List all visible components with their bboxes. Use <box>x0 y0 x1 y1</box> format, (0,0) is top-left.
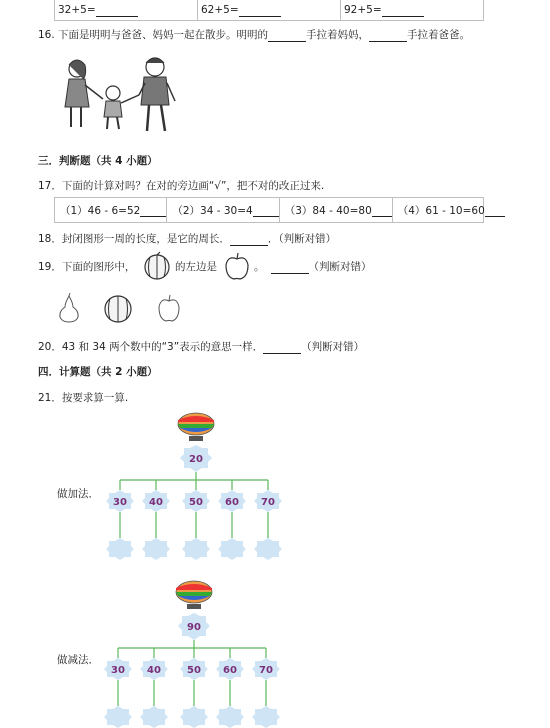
operand-70: 70 <box>261 497 275 508</box>
question-19-end: 。 （判断对错） <box>254 261 372 273</box>
judge-cell: （1）46 - 6=52 <box>55 198 167 222</box>
answer-blank[interactable] <box>369 29 407 42</box>
answer-blank[interactable] <box>271 261 309 274</box>
top-number-bubble <box>180 445 212 472</box>
judge-cell: （4）61 - 10=60 <box>393 198 505 222</box>
pear-icon <box>57 293 81 323</box>
watermelon-icon <box>142 251 172 281</box>
top-equation-row <box>54 0 484 21</box>
answer-blank[interactable] <box>485 204 505 217</box>
question-19-mid: 的左边是 <box>175 261 217 273</box>
judge-cell: （3）84 - 40=80 <box>280 198 393 222</box>
operand-40: 40 <box>149 497 163 508</box>
top-number: 20 <box>189 454 203 465</box>
operand-60: 60 <box>225 497 239 508</box>
operand-50: 50 <box>189 497 203 508</box>
equation-cell: 32+5= <box>55 0 198 20</box>
equation-cell: 92+5= <box>341 0 483 20</box>
judge-cell: （2）34 - 30=4 <box>167 198 279 222</box>
section-4-heading: 四．计算题（共 2 小题） <box>38 366 158 378</box>
answer-bubbles <box>106 538 282 560</box>
answer-blank[interactable] <box>382 4 424 17</box>
subtraction-label: 做减法． <box>57 654 99 666</box>
section-3-heading: 三．判断题（共 4 小题） <box>38 155 158 167</box>
operand-30: 30 <box>111 665 125 676</box>
operand-60: 60 <box>223 665 237 676</box>
blimp-icon <box>178 413 214 441</box>
operand-40: 40 <box>147 665 161 676</box>
answer-bubbles <box>104 706 280 728</box>
answer-blank[interactable] <box>268 29 306 42</box>
answer-blank[interactable] <box>253 204 279 217</box>
answer-blank[interactable] <box>263 341 301 354</box>
answer-blank[interactable] <box>239 4 281 17</box>
question-18: 18．封闭图形一周的长度，是它的周长． ．（判断对错） <box>38 233 337 245</box>
equation-cell: 62+5= <box>198 0 341 20</box>
top-number-bubble <box>178 613 210 640</box>
operand-50: 50 <box>187 665 201 676</box>
subtraction-diagram <box>98 578 298 728</box>
blimp-icon <box>176 581 212 609</box>
question-16: 16. 下面是明明与爸爸、妈妈一起在散步。明明的 手拉着妈妈， 手拉着爸爸。 <box>38 29 471 41</box>
question-21: 21．按要求算一算. <box>38 392 129 404</box>
addition-label: 做加法． <box>57 488 99 500</box>
watermelon-icon <box>102 292 134 324</box>
operand-30: 30 <box>113 497 127 508</box>
answer-blank[interactable] <box>96 4 138 17</box>
answer-blank[interactable] <box>230 233 268 246</box>
judge-table <box>54 197 484 223</box>
family-walking-illustration <box>55 55 185 133</box>
answer-blank[interactable] <box>140 204 166 217</box>
answer-blank[interactable] <box>372 204 392 217</box>
question-17: 17．下面的计算对吗？在对的旁边画“√”，把不对的改正过来. <box>38 180 325 192</box>
apple-icon <box>156 293 182 323</box>
operand-70: 70 <box>259 665 273 676</box>
question-20: 20．43 和 34 两个数中的“3”表示的意思一样． （判断对错） <box>38 341 365 353</box>
addition-diagram <box>98 410 298 568</box>
apple-icon <box>222 251 252 281</box>
top-number: 90 <box>187 622 201 633</box>
question-19: 19．下面的图形中， <box>38 261 136 273</box>
